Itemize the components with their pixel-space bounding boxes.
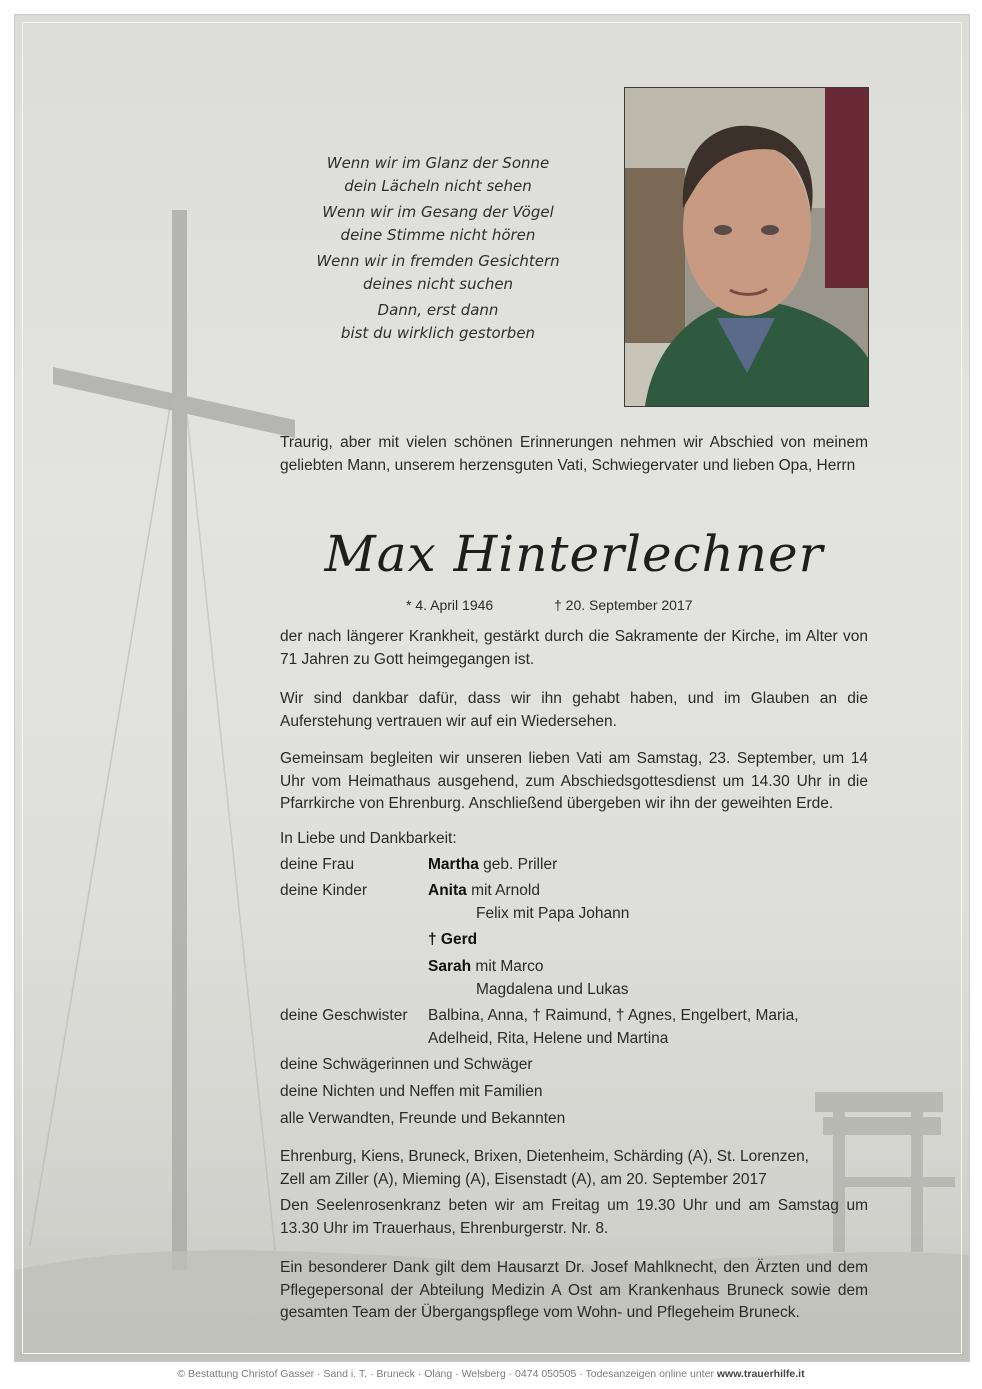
poem-line: bist du wirklich gestorben [340, 323, 536, 342]
child-name: Sarah [428, 958, 472, 975]
poem-line: Dann, erst dann [377, 301, 499, 319]
child-name: Anita [428, 882, 467, 899]
places-line-2: Zell am Ziller (A), Mieming (A), Eisenstadt (A), am 20. September 2017 [280, 1170, 767, 1188]
child-family-anita: Felix mit Papa Johann [476, 905, 630, 922]
footer-text: © Bestattung Christof Gasser · Sand i. T. · Bruneck · Olang · Welsberg · 0474 050505 · Todesanzeigen online unter [177, 1368, 714, 1380]
death-date: † 20. September 2017 [554, 597, 693, 613]
siblings-line-1: Balbina, Anna, † Raimund, † Agnes, Engelbert, Maria, [428, 1007, 799, 1024]
footer-website-link[interactable]: www.trauerhilfe.it [716, 1368, 805, 1380]
intro-text: Traurig, aber mit vielen schönen Erinnerungen nehmen wir Abschied von meinem geliebten Mann, unserem herzensguten Vati, Schwiegervater und lieben Opa, Herrn [280, 434, 868, 474]
child-rest: mit Marco [475, 958, 544, 975]
poem-stanza-4 [268, 299, 608, 344]
siblings-line-2: Adelheid, Rita, Helene und Martina [428, 1030, 669, 1047]
wife-entry [428, 856, 557, 874]
child-family-sarah: Magdalena und Lukas [476, 981, 629, 998]
poem-stanza-3 [268, 250, 608, 295]
places-and-date [280, 1146, 868, 1191]
portrait-photo [625, 88, 868, 406]
child-rest: mit Arnold [471, 882, 540, 899]
footer-credit [0, 1368, 982, 1380]
deceased-name: Max Hinterlechner [324, 525, 824, 583]
poem-line: deines nicht suchen [362, 274, 514, 293]
children-label: deine Kinder [280, 882, 368, 899]
siblings-label: deine Geschwister [280, 1007, 408, 1024]
family-heading: In Liebe und Dankbarkeit: [280, 830, 457, 847]
poem-line: dein Lächeln nicht sehen [344, 176, 532, 195]
poem-line: Wenn wir im Gesang der Vögel [322, 203, 554, 221]
wife-label: deine Frau [280, 856, 355, 873]
poem-line: Wenn wir im Glanz der Sonne [326, 154, 550, 172]
child-entry-gerd [428, 931, 477, 949]
paragraph-funeral: Gemeinsam begleiten wir unseren lieben Vati am Samstag, 23. September, um 14 Uhr vom Heimathaus ausgehend, zum Abschiedsgottesdienst um 14.30 Uhr in die Pfarrkirche von Ehrenburg. Anschließend übergeben wir ihn der geweihten Erde. [280, 750, 868, 812]
paragraph-passing: der nach längerer Krankheit, gestärkt durch die Sakramente der Kirche, im Alter von 71 Jahren zu Gott heimgegangen ist. [280, 628, 868, 668]
rosary-notice: Den Seelenrosenkranz beten wir am Freitag um 19.30 Uhr und am Samstag um 13.30 Uhr im Trauerhaus, Ehrenburgerstr. Nr. 8. [280, 1197, 868, 1237]
paragraph-gratitude: Wir sind dankbar dafür, dass wir ihn gehabt haben, und im Glauben an die Auferstehung vertrauen wir auf ein Wiedersehen. [280, 690, 868, 730]
poem [268, 152, 608, 348]
child-name: † Gerd [428, 931, 478, 948]
wife-rest: geb. Priller [483, 856, 558, 873]
poem-line: Wenn wir in fremden Gesichtern [316, 252, 560, 270]
poem-stanza-1 [268, 152, 608, 197]
places-line-1: Ehrenburg, Kiens, Bruneck, Brixen, Dietenheim, Schärding (A), St. Lorenzen, [280, 1148, 809, 1165]
child-entry-sarah [428, 958, 543, 976]
wife-name: Martha [428, 856, 479, 873]
poem-line: deine Stimme nicht hören [340, 225, 536, 244]
relatives-line: alle Verwandten, Freunde und Bekannten [280, 1110, 566, 1127]
thanks-notice: Ein besonderer Dank gilt dem Hausarzt Dr. Josef Mahlknecht, den Ärzten und dem Pflegepersonal der Abteilung Medizin A Ost am Krankenhaus Bruneck sowie dem gesamten Team der Übergangspflege vom Wohn- und Pflegeheim Bruneck. [280, 1259, 868, 1321]
nieces-line: deine Nichten und Neffen mit Familien [280, 1083, 543, 1100]
poem-stanza-2 [268, 201, 608, 246]
child-entry-anita [428, 882, 540, 900]
birth-date: * 4. April 1946 [406, 597, 494, 613]
inlaws-line: deine Schwägerinnen und Schwäger [280, 1056, 533, 1073]
